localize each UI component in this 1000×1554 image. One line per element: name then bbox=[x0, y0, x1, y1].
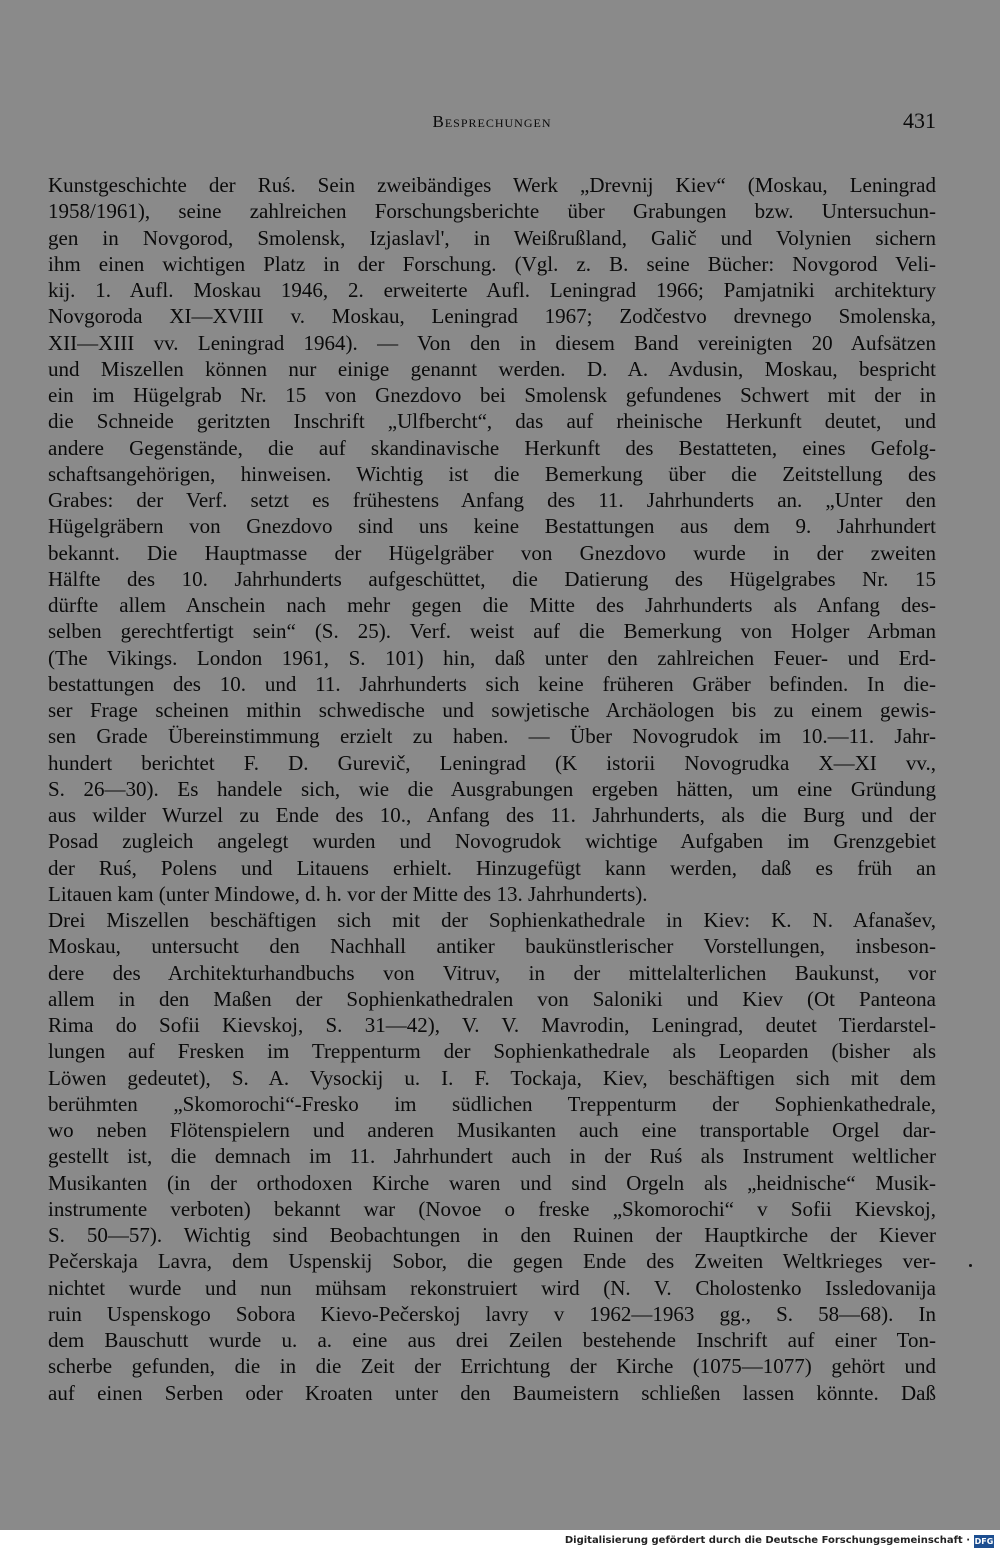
digitization-footer bbox=[0, 1530, 1000, 1554]
text-line: Moskau, untersucht den Nachhall antiker baukünstlerischer Vorstellungen, insbeson- bbox=[48, 934, 936, 959]
text-line: Hälfte des 10. Jahrhunderts aufgeschüttet, die Datierung des Hügelgrabes Nr. 15 bbox=[48, 566, 936, 591]
text-line: berühmten „Skomorochi“-Fresko im südlichen Treppenturm der Sophienkathedrale, bbox=[48, 1091, 936, 1116]
text-line: 1958/1961), seine zahlreichen Forschungsberichte über Grabungen bzw. Untersuchun- bbox=[48, 199, 936, 224]
text-line: schaftsangehörigen, hinweisen. Wichtig ist die Bemerkung über die Zeitstellung des bbox=[48, 461, 936, 486]
text-line: kij. 1. Aufl. Moskau 1946, 2. erweiterte Aufl. Leningrad 1966; Pamjatniki architektury bbox=[48, 278, 936, 302]
funding-credit: Digitalisierung gefördert durch die Deutsche Forschungsgemeinschaft · bbox=[564, 1535, 970, 1546]
text-line: S. 26—30). Es handele sich, wie die Ausgrabungen ergeben hätten, um eine Gründung bbox=[48, 776, 936, 801]
text-line: dürfte allem Anschein nach mehr gegen die Mitte des Jahrhunderts als Anfang des- bbox=[48, 593, 936, 617]
text-line: Grabes: der Verf. setzt es frühestens Anfang des 11. Jahrhunderts an. „Unter den bbox=[48, 488, 936, 512]
running-head: Besprechungen bbox=[432, 112, 552, 131]
text-line: die Schneide geritzten Inschrift „Ulfbercht“, das auf rheinische Herkunft deutet, und bbox=[48, 409, 936, 434]
text-line: Drei Miszellen beschäftigen sich mit der Sophienkathedrale in Kiev: K. N. Afanašev, bbox=[48, 908, 936, 932]
text-line: lungen auf Fresken im Treppenturm der Sophienkathedrale als Leoparden (bisher als bbox=[48, 1039, 936, 1064]
text-line: selben gerechtfertigt sein“ (S. 25). Verf. weist auf die Bemerkung von Holger Arbman bbox=[48, 619, 936, 644]
page-header bbox=[48, 108, 936, 142]
text-line: Pečerskaja Lavra, dem Uspenskij Sobor, die gegen Ende des Zweiten Weltkrieges ver- bbox=[48, 1249, 936, 1274]
text-line: Novgoroda XI—XVIII v. Moskau, Leningrad 1967; Zodčestvo drevnego Smolenska, bbox=[48, 304, 936, 329]
text-line: andere Gegenstände, die auf skandinavische Herkunft des Bestatteten, eines Gefolg- bbox=[48, 435, 936, 460]
page-number: 431 bbox=[903, 108, 936, 133]
text-line: nichtet wurde und nun mühsam rekonstruiert wird (N. V. Cholostenko Issledovanija bbox=[48, 1275, 936, 1300]
text-line: gestellt ist, die demnach im 11. Jahrhundert auch in der Ruś als Instrument weltlicher bbox=[48, 1144, 936, 1169]
text-line: Rima do Sofii Kievskoj, S. 31—42), V. V. Mavrodin, Leningrad, deutet Tierdarstel- bbox=[48, 1013, 936, 1037]
text-line: scherbe gefunden, die in die Zeit der Errichtung der Kirche (1075—1077) gehört und bbox=[48, 1354, 936, 1379]
text-line: XII—XIII vv. Leningrad 1964). — Von den in diesem Band vereinigten 20 Aufsätzen bbox=[48, 330, 936, 355]
text-line: auf einen Serben oder Kroaten unter den Baumeistern schließen lassen könnte. Daß bbox=[48, 1380, 936, 1405]
text-line: gen in Novgorod, Smolensk, Izjaslavl', in Weißrußland, Galič und Volynien sichern bbox=[48, 225, 936, 250]
text-line: Litauen kam (unter Mindowe, d. h. vor der Mitte des 13. Jahrhunderts). bbox=[48, 881, 648, 906]
text-line: Posad zugleich angelegt wurden und Novogrudok wichtige Aufgaben im Grenzgebiet bbox=[48, 829, 936, 854]
text-line: aus wilder Wurzel zu Ende des 10., Anfang des 11. Jahrhunderts, als die Burg und der bbox=[48, 803, 936, 827]
text-line: Löwen gedeutet), S. A. Vysockij u. I. F. Tockaja, Kiev, beschäftigen sich mit dem bbox=[48, 1065, 936, 1090]
text-line: hundert berichtet F. D. Gurevič, Leningrad (K istorii Novogrudka X—XI vv., bbox=[48, 750, 936, 775]
text-line: bestattungen des 10. und 11. Jahrhunderts sich keine früheren Gräber befinden. In die- bbox=[48, 671, 936, 696]
text-line: ruin Uspenskogo Sobora Kievo-Pečerskoj lavry v 1962—1963 gg., S. 58—68). In bbox=[48, 1301, 936, 1326]
text-line: Kunstgeschichte der Ruś. Sein zweibändiges Werk „Drevnij Kiev“ (Moskau, Leningrad bbox=[48, 173, 936, 197]
text-line: (The Vikings. London 1961, S. 101) hin, daß unter den zahlreichen Feuer- und Erd- bbox=[48, 645, 936, 670]
text-line: der Ruś, Polens und Litauens erhielt. Hinzugefügt kann werden, daß es früh an bbox=[48, 855, 936, 880]
text-line: instrumente verboten) bekannt war (Novoe o freske „Skomorochi“ v Sofii Kievskoj, bbox=[48, 1196, 936, 1221]
text-line: Hügelgräbern von Gnezdovo sind uns keine Bestattungen aus dem 9. Jahrhundert bbox=[48, 514, 936, 539]
dfg-logo: DFG bbox=[974, 1537, 994, 1546]
text-line: allem in den Maßen der Sophienkathedralen von Saloniki und Kiev (Ot Panteona bbox=[48, 986, 936, 1011]
text-line: dere des Architekturhandbuchs von Vitruv, in der mittelalterlichen Baukunst, vor bbox=[48, 960, 936, 985]
text-line: sen Grade Übereinstimmung erzielt zu haben. — Über Novogrudok im 10.—11. Jahr- bbox=[48, 724, 936, 749]
text-line: Musikanten (in der orthodoxen Kirche waren und sind Orgeln als „heidnische“ Musik- bbox=[48, 1170, 936, 1195]
text-line: ein im Hügelgrab Nr. 15 von Gnezdovo bei Smolensk gefundenes Schwert mit der in bbox=[48, 383, 936, 407]
text-line: dem Bauschutt wurde u. a. eine aus drei Zeilen bestehende Inschrift auf einer Ton- bbox=[48, 1328, 936, 1352]
body-text bbox=[48, 172, 936, 1406]
text-line: S. 50—57). Wichtig sind Beobachtungen in den Ruinen der Hauptkirche der Kiever bbox=[48, 1223, 936, 1247]
text-line: wo neben Flötenspielern und anderen Musikanten auch eine transportable Orgel dar- bbox=[48, 1118, 936, 1142]
text-line: bekannt. Die Hauptmasse der Hügelgräber von Gnezdovo wurde in der zweiten bbox=[48, 540, 936, 565]
text-line: und Miszellen können nur einige genannt werden. D. A. Avdusin, Moskau, bespricht bbox=[48, 356, 936, 381]
margin-mark bbox=[969, 1264, 972, 1267]
text-line: ser Frage scheinen mithin schwedische und sowjetische Archäologen bis zu einem gewis- bbox=[48, 698, 936, 722]
text-line: ihm einen wichtigen Platz in der Forschung. (Vgl. z. B. seine Bücher: Novgorod Veli- bbox=[48, 251, 936, 276]
